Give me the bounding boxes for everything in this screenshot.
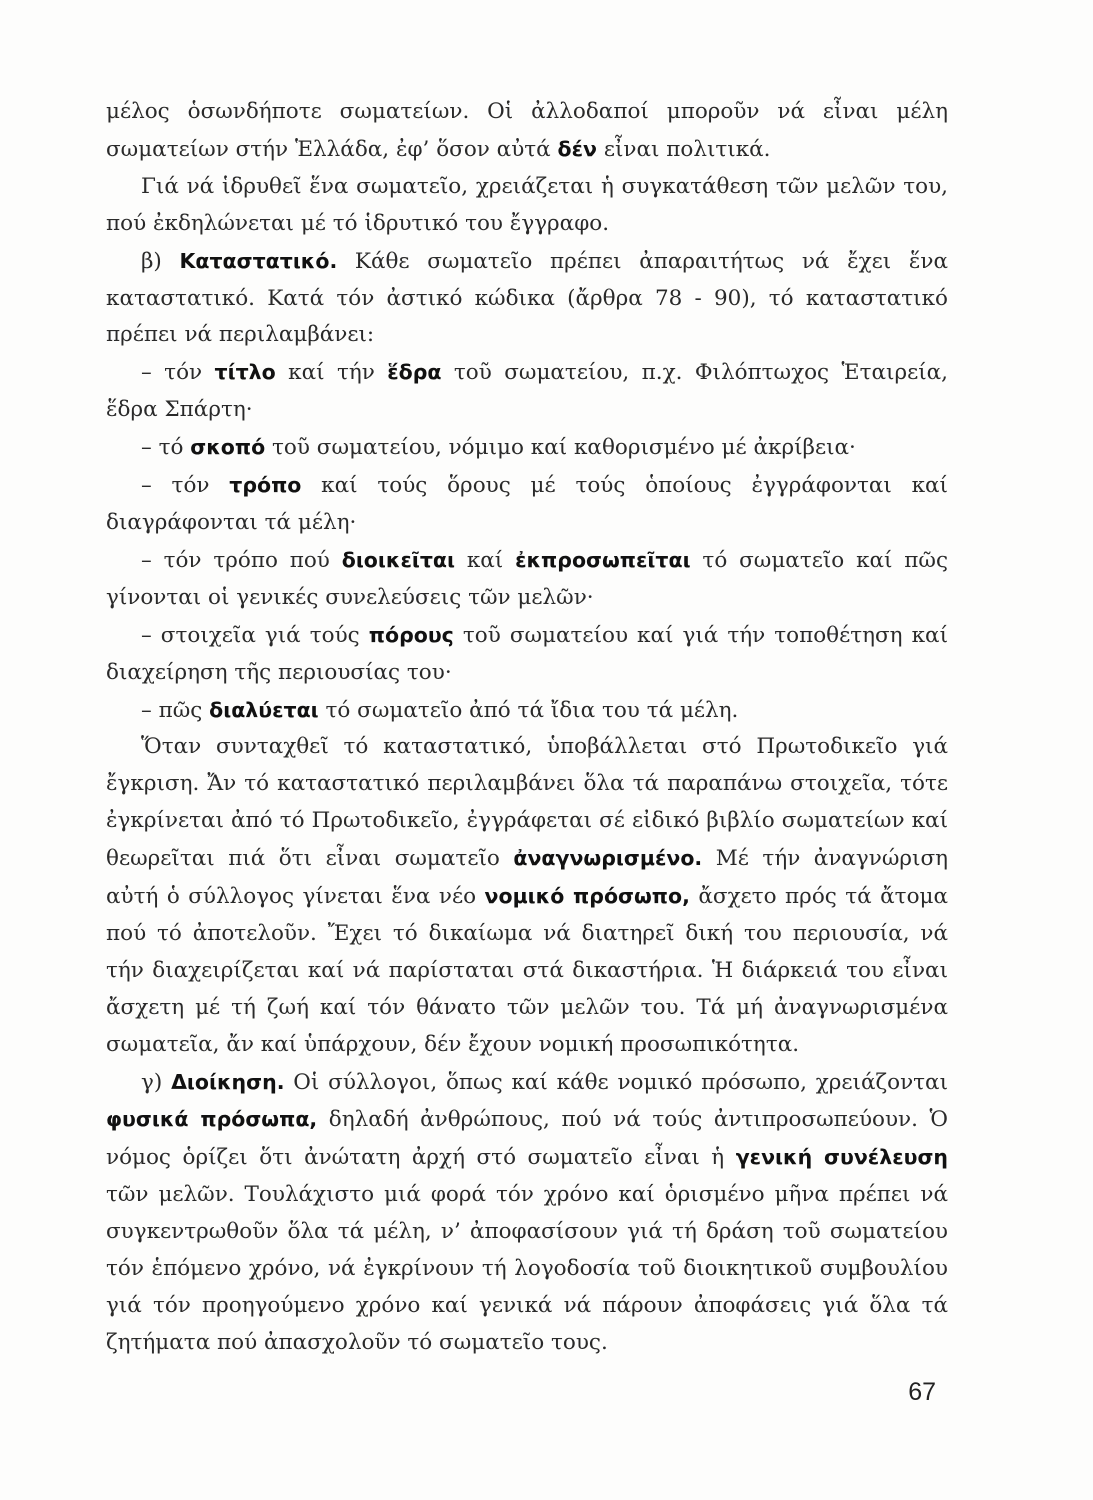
paragraph <box>106 617 948 692</box>
bold-term: Καταστατικό. <box>179 248 338 273</box>
paragraph <box>106 169 948 243</box>
text-run: εἶναι πολιτικά. <box>596 136 771 162</box>
text-run: Κάθε σωματεῖο πρέπει ἀπαραιτήτως νά ἔχει ἕνα καταστατικό. Κατά τόν ἀστικό κώδικα (ἄρθρα 78 - 90), τό καταστατικό πρέπει νά περιλαμβάνει: <box>106 248 948 348</box>
body-text <box>106 94 948 1362</box>
text-run: τοῦ σωματείου καί γιά τήν τοποθέτηση καί διαχείρηση τῆς περιουσίας του· <box>106 622 948 685</box>
text-run: – τόν <box>141 473 230 499</box>
text-run: – τόν <box>141 360 215 386</box>
paragraph <box>106 243 948 355</box>
paragraph <box>106 1064 948 1362</box>
bold-term: φυσικά πρόσωπα, <box>106 1107 318 1132</box>
text-run: – τόν τρόπο πού <box>141 547 342 573</box>
paragraph <box>106 729 948 1063</box>
text-run: τό σωματεῖο ἀπό τά ἴδια του τά μέλη. <box>318 697 739 723</box>
bold-term: ἐκπροσωπεῖται <box>515 547 691 572</box>
paragraph <box>106 94 948 169</box>
text-run: Οἱ σύλλογοι, ὅπως καί κάθε νομικό πρόσωπο, χρειάζονται <box>284 1069 949 1095</box>
text-run: β) <box>141 248 180 274</box>
bold-term: πόρους <box>368 622 454 647</box>
text-run: Ὅταν συνταχθεῖ τό καταστατικό, ὑποβάλλεται στό Πρωτοδικεῖο γιά ἔγκριση. Ἄν τό καταστατικό περιλαμβάνει ὅλα τά παραπάνω στοιχεῖα, τότε ἐγκρίνεται ἀπό τό Πρωτοδικεῖο, ἐγγράφεται σέ εἰδικό βιβλίο σωματείων καί θεωρεῖται πιά ὅτι εἶναι σωματεῖο <box>106 734 948 872</box>
bold-term: σκοπό <box>190 435 266 460</box>
text-run: καί <box>455 547 516 573</box>
text-run: Γιά νά ἱδρυθεῖ ἕνα σωματεῖο, χρειάζεται ἡ συγκατάθεση τῶν μελῶν του, πού ἐκδηλώνεται μέ τό ἱδρυτικό του ἔγγραφο. <box>106 173 948 236</box>
bold-term: διοικεῖται <box>341 547 455 572</box>
page-number: 67 <box>908 1378 936 1406</box>
paragraph <box>106 542 948 617</box>
text-run: δηλαδή ἀνθρώπους, πού νά τούς ἀντιπροσωπεύουν. Ὁ νόμος ὁρίζει ὅτι ἀνώτατη ἀρχή στό σωματεῖο εἶναι ἡ <box>106 1107 948 1171</box>
text-run: ἄσχετο πρός τά ἄτομα πού τό ἀποτελοῦν. Ἔχει τό δικαίωμα νά διατηρεῖ δική του περιουσία, νά τήν διαχειρίζεται καί νά παρίσταται στά δικαστήρια. Ἡ διάρκειά του εἶναι ἄσχετη μέ τή ζωή καί τόν θάνατο τῶν μελῶν του. Τά μή ἀναγνωρισμένα σωματεῖα, ἄν καί ὑπάρχουν, δέν ἔχουν νομική προσωπικότητα. <box>106 884 949 1057</box>
bold-term: ἕδρα <box>387 360 442 385</box>
bold-term: νομικό πρόσωπο, <box>484 884 690 909</box>
text-run: μέλος ὁσωνδήποτε σωματείων. Οἱ ἀλλοδαποί μποροῦν νά εἶναι μέλη σωματείων στήν Ἑλλάδα, ἐφ’ ὅσον αὐτά <box>106 99 948 162</box>
text-run: – πῶς <box>141 697 210 723</box>
bold-term: γενική συνέλευση <box>735 1145 949 1170</box>
bold-term: τρόπο <box>229 473 302 498</box>
paragraph <box>106 467 948 542</box>
paragraph <box>106 692 948 730</box>
text-run: τοῦ σωματείου, νόμιμο καί καθορισμένο μέ ἀκρίβεια· <box>265 435 856 461</box>
text-run: γ) <box>141 1069 172 1095</box>
paragraph <box>106 354 948 429</box>
text-run: τῶν μελῶν. Τουλάχιστο μιά φορά τόν χρόνο καί ὁρισμένο μῆνα πρέπει νά συγκεντρωθοῦν ὅλα τά μέλη, ν’ ἀποφασίσουν γιά τή δράση τοῦ σωματείου τόν ἑπόμενο χρόνο, νά ἐγκρίνουν τή λογοδοσία τοῦ διοικητικοῦ συμβουλίου γιά τόν προηγούμενο χρόνο καί γενικά νά πάρουν ἀποφάσεις γιά ὅλα τά ζητήματα πού ἀπασχολοῦν τό σωματεῖο τους. <box>106 1182 948 1355</box>
bold-term: διαλύεται <box>209 697 319 722</box>
bold-term: τίτλο <box>214 360 276 385</box>
text-run: – στοιχεῖα γιά τούς <box>141 622 369 648</box>
text-run: καί τήν <box>275 360 388 386</box>
text-run: καί τούς ὅρους μέ τούς ὁποίους ἐγγράφονται καί διαγράφονται τά μέλη· <box>106 473 948 535</box>
text-run: τό σωματεῖο καί πῶς γίνονται οἱ γενικές συνελεύσεις τῶν μελῶν· <box>106 547 948 610</box>
bold-term: Διοίκηση. <box>171 1069 285 1094</box>
text-run: – τό <box>141 435 191 461</box>
bold-term: ἀναγνωρισμένο. <box>513 846 703 871</box>
paragraph <box>106 429 948 467</box>
text-run: Μέ τήν ἀναγνώριση αὐτή ὁ σύλλογος γίνεται ἕνα νέο <box>106 846 948 910</box>
text-run: τοῦ σωματείου, π.χ. Φιλόπτωχος Ἑταιρεία, ἕδρα Σπάρτη· <box>106 360 949 423</box>
bold-term: δέν <box>557 136 597 161</box>
